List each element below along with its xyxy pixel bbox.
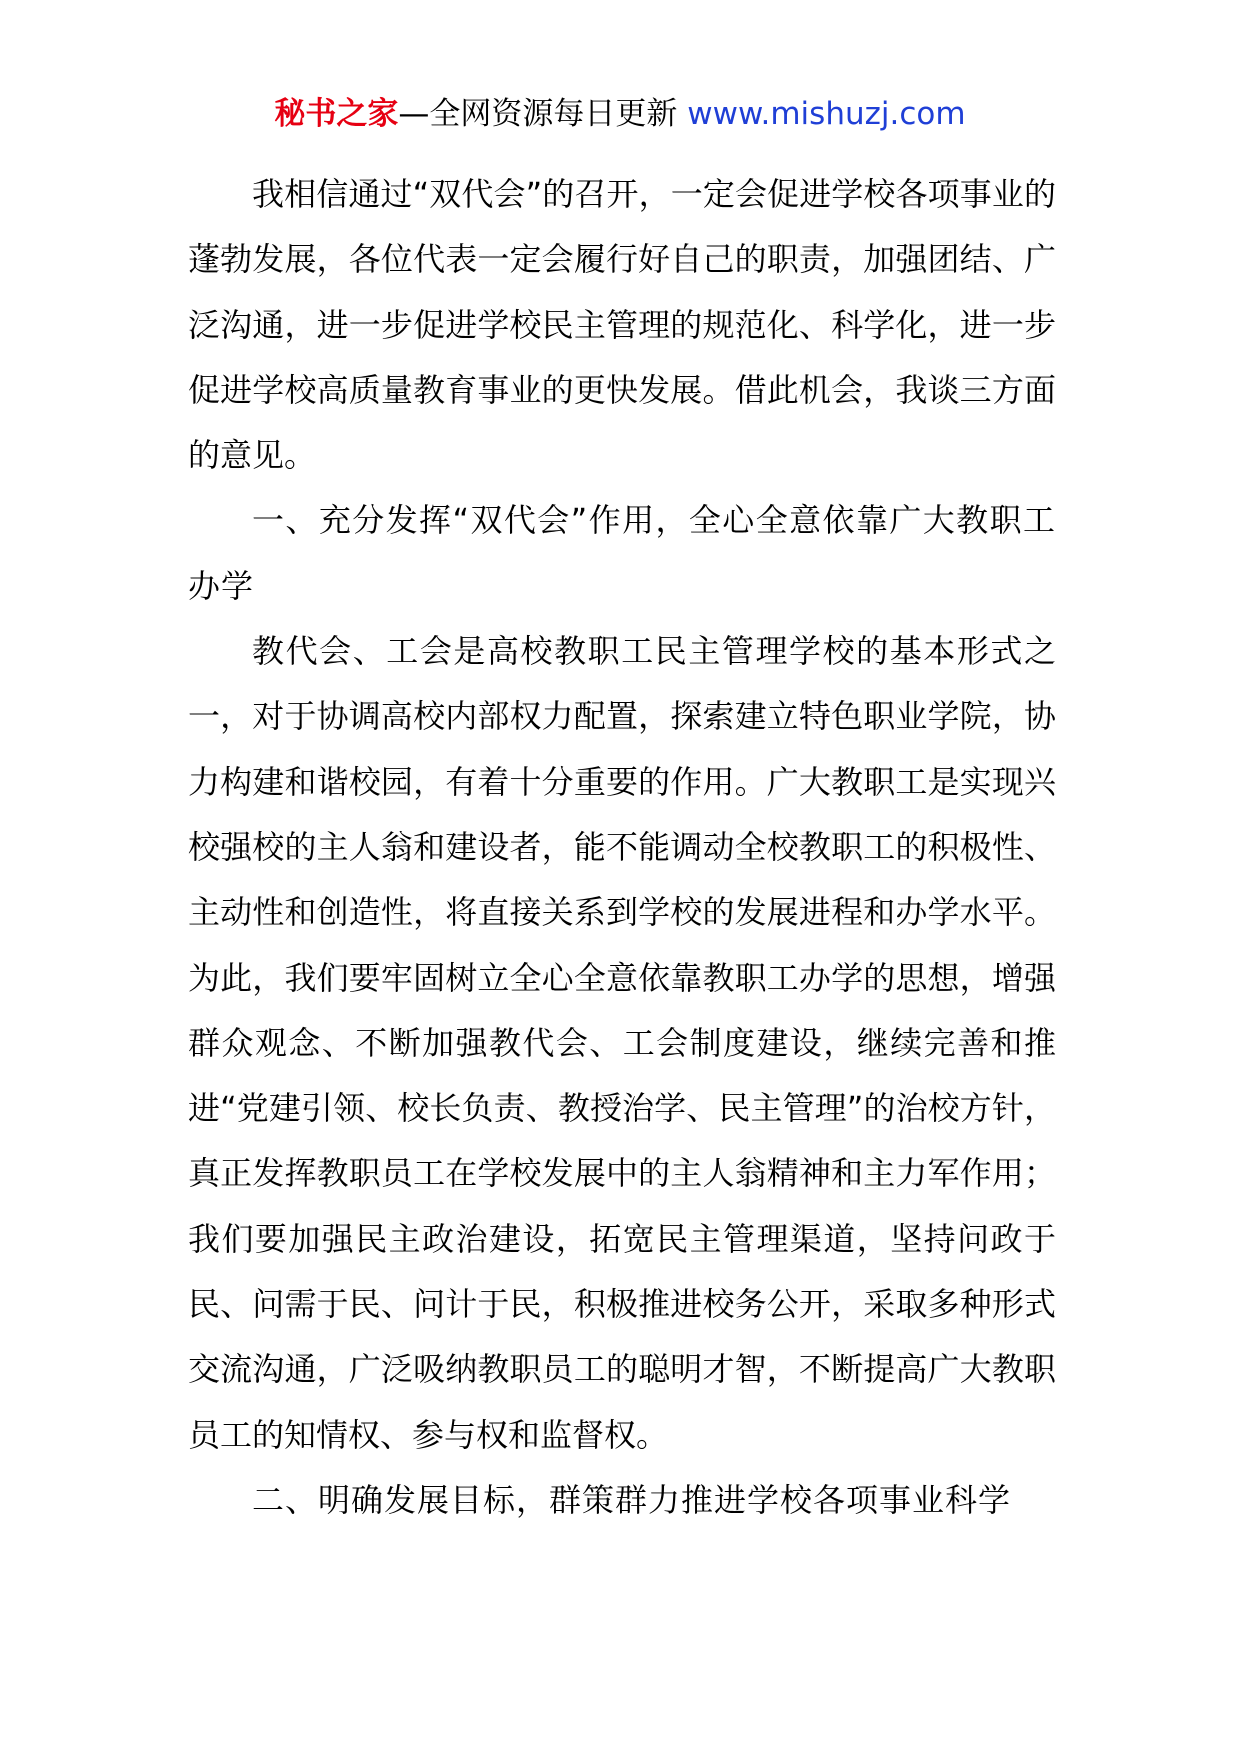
paragraph-intro: 我相信通过“双代会”的召开，一定会促进学校各项事业的蓬勃发展，各位代表一定会履行好自己的职责，加强团结、广泛沟通，进一步促进学校民主管理的规范化、科学化，进一步促进学校高质量教育事业的更快发展。借此机会，我谈三方面的意见。 xyxy=(188,175,1056,475)
document-body xyxy=(188,162,1056,1533)
header-tagline: —全网资源每日更新 xyxy=(398,96,678,132)
section-heading-1: 一、充分发挥“双代会”作用，全心全意依靠广大教职工办学 xyxy=(188,501,1056,605)
section-heading-2: 二、明确发展目标，群策群力推进学校各项事业科学 xyxy=(252,1480,1012,1519)
paragraph-section-1: 教代会、工会是高校教职工民主管理学校的基本形式之一，对于协调高校内部权力配置，探索建立特色职业学院，协力构建和谐校园，有着十分重要的作用。广大教职工是实现兴校强校的主人翁和建设者，能不能调动全校教职工的积极性、主动性和创造性，将直接关系到学校的发展进程和办学水平。为此，我们要牢固树立全心全意依靠教职工办学的思想，增强群众观念、不断加强教代会、工会制度建设，继续完善和推进“党建引领、校长负责、教授治学、民主管理”的治校方针，真正发挥教职员工在学校发展中的主人翁精神和主力军作用；我们要加强民主政治建设，拓宽民主管理渠道，坚持问政于民、问需于民、问计于民，积极推进校务公开，采取多种形式交流沟通，广泛吸纳教职员工的聪明才智，不断提高广大教职员工的知情权、参与权和监督权。 xyxy=(188,632,1056,1454)
site-url-link[interactable]: www.mishuzj.com xyxy=(687,96,966,132)
site-header xyxy=(0,94,1240,134)
brand-name: 秘书之家 xyxy=(274,96,399,132)
